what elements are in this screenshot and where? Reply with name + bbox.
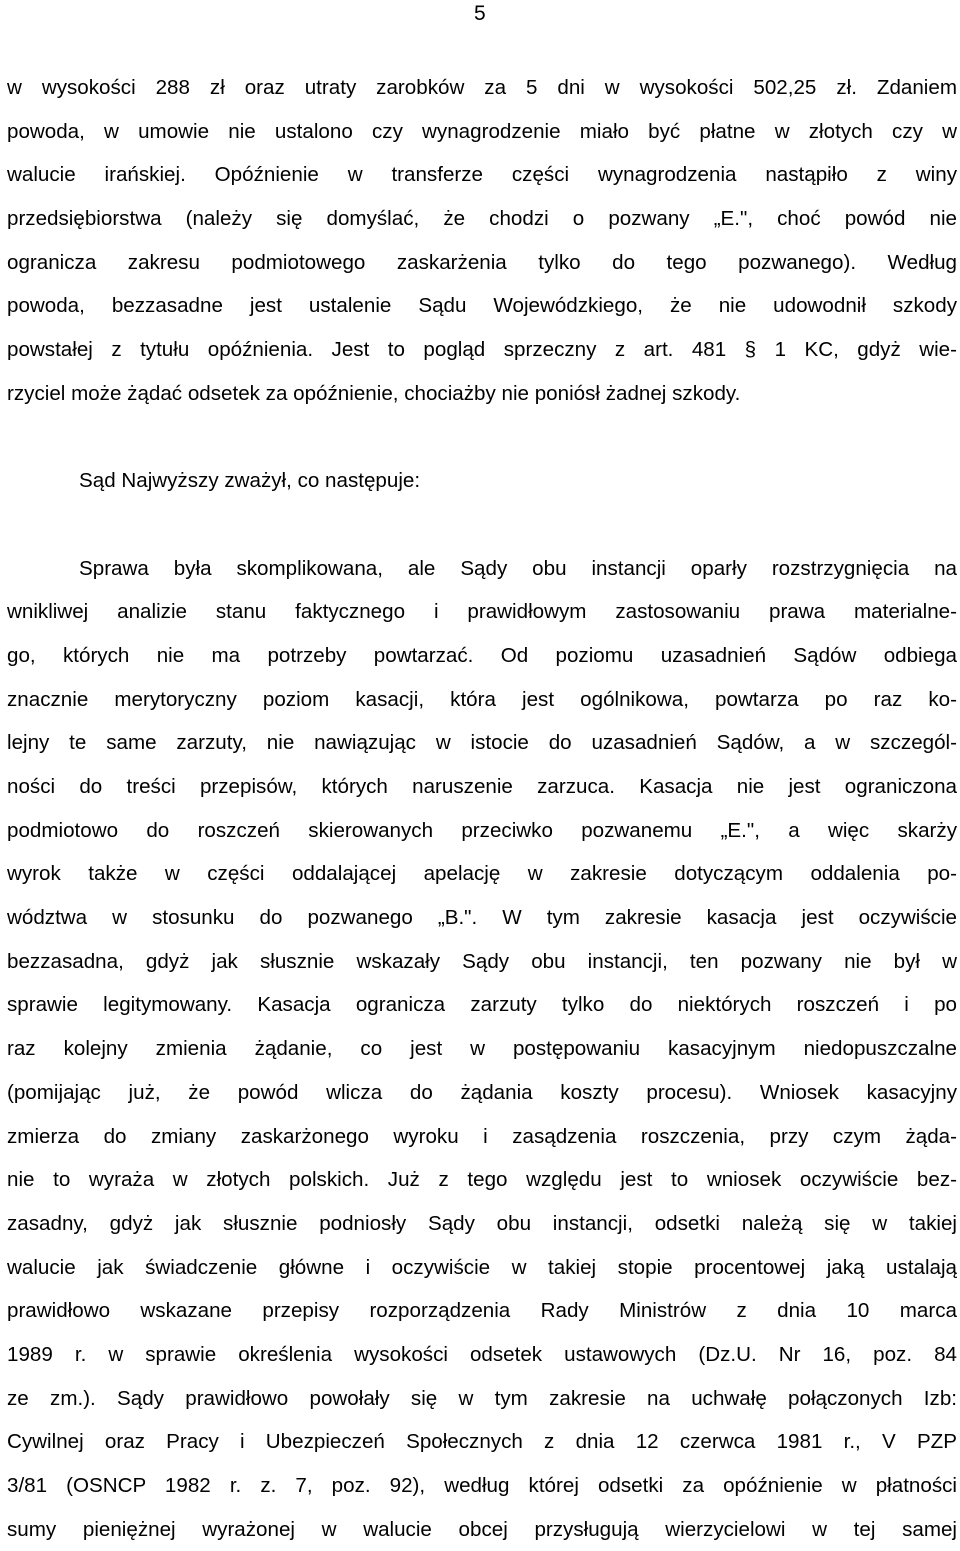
text-line: przedsiębiorstwa (należy się domyślać, że chodzi o pozwany „E.", choć powód nie — [7, 207, 957, 231]
text-line: Sprawa była skomplikowana, ale Sądy obu instancji oparły rozstrzygnięcia na — [79, 556, 957, 580]
text-line: powstałej z tytułu opóźnienia. Jest to pogląd sprzeczny z art. 481 § 1 KC, gdyż wie- — [7, 338, 957, 362]
text-line: w wysokości 288 zł oraz utraty zarobków za 5 dni w wysokości 502,25 zł. Zdaniem — [7, 76, 957, 99]
text-line: znacznie merytoryczny poziom kasacji, która jest ogólnikowa, powtarza po raz ko- — [7, 687, 957, 711]
document-body — [7, 66, 957, 1551]
spacer — [7, 503, 957, 547]
text-line: powoda, bezzasadne jest ustalenie Sądu Wojewódzkiego, że nie udowodnił szkody — [7, 294, 957, 318]
spacer — [7, 416, 957, 460]
text-line: ności do treści przepisów, których naruszenie zarzuca. Kasacja nie jest ograniczona — [7, 775, 957, 798]
text-line: wnikliwej analizie stanu faktycznego i prawidłowym zastosowaniu prawa materialne- — [7, 600, 957, 624]
text-line: rzyciel może żądać odsetek za opóźnienie, chociażby nie poniósł żadnej szkody. — [7, 381, 741, 405]
text-line: nie to wyraża w złotych polskich. Już z tego względu jest to wniosek oczywiście bez- — [7, 1168, 957, 1192]
text-line: Cywilnej oraz Pracy i Ubezpieczeń Społecznych z dnia 12 czerwca 1981 r., V PZP — [7, 1430, 957, 1454]
text-line: 3/81 (OSNCP 1982 r. z. 7, poz. 92), według której odsetki za opóźnienie w płatności — [7, 1474, 957, 1497]
section-heading: Sąd Najwyższy zważył, co następuje: — [79, 469, 421, 493]
text-line: prawidłowo wskazane przepisy rozporządzenia Rady Ministrów z dnia 10 marca — [7, 1299, 957, 1323]
text-line: 1989 r. w sprawie określenia wysokości odsetek ustawowych (Dz.U. Nr 16, poz. 84 — [7, 1342, 957, 1366]
text-line: (pomijając już, że powód wlicza do żądania koszty procesu). Wniosek kasacyjny — [7, 1080, 957, 1104]
paragraph-reasoning — [7, 547, 957, 1551]
text-line: ogranicza zakresu podmiotowego zaskarżenia tylko do tego pozwanego). Według — [7, 250, 957, 274]
text-line: zmierza do zmiany zaskarżonego wyroku i zasądzenia roszczenia, przy czym żąda- — [7, 1124, 957, 1148]
text-line: powoda, w umowie nie ustalono czy wynagrodzenie miało być płatne w złotych czy w — [7, 119, 957, 143]
text-line: walucie jak świadczenie główne i oczywiście w takiej stopie procentowej jaką ustalają — [7, 1255, 957, 1279]
text-line: sprawie legitymowany. Kasacja ogranicza zarzuty tylko do niektórych roszczeń i po — [7, 993, 957, 1017]
text-line: zasadny, gdyż jak słusznie podniosły Sądy obu instancji, odsetki należą się w takiej — [7, 1211, 957, 1235]
text-line: go, których nie ma potrzeby powtarzać. Od poziomu uzasadnień Sądów odbiega — [7, 643, 957, 667]
text-line: raz kolejny zmienia żądanie, co jest w postępowaniu kasacyjnym niedopuszczalne — [7, 1037, 957, 1061]
text-line: sumy pieniężnej wyrażonej w walucie obcej przysługują wierzycielowi w tej samej — [7, 1517, 957, 1541]
text-line: ze zm.). Sądy prawidłowo powołały się w tym zakresie na uchwałę połączonych Izb: — [7, 1386, 957, 1410]
text-line: walucie irańskiej. Opóźnienie w transferze części wynagrodzenia nastąpiło z winy — [7, 163, 957, 187]
text-line: wyrok także w części oddalającej apelację w zakresie dotyczącym oddalenia po- — [7, 862, 957, 886]
paragraph-claims — [7, 66, 957, 416]
page-number: 5 — [474, 2, 486, 25]
text-line: lejny te same zarzuty, nie nawiązując w istocie do uzasadnień Sądów, a w szczegól- — [7, 731, 957, 755]
text-line: wództwa w stosunku do pozwanego „B.". W tym zakresie kasacja jest oczywiście — [7, 906, 957, 930]
text-line: podmiotowo do roszczeń skierowanych przeciwko pozwanemu „E.", a więc skarży — [7, 818, 957, 842]
text-line: bezzasadna, gdyż jak słusznie wskazały Sądy obu instancji, ten pozwany nie był w — [7, 949, 957, 973]
